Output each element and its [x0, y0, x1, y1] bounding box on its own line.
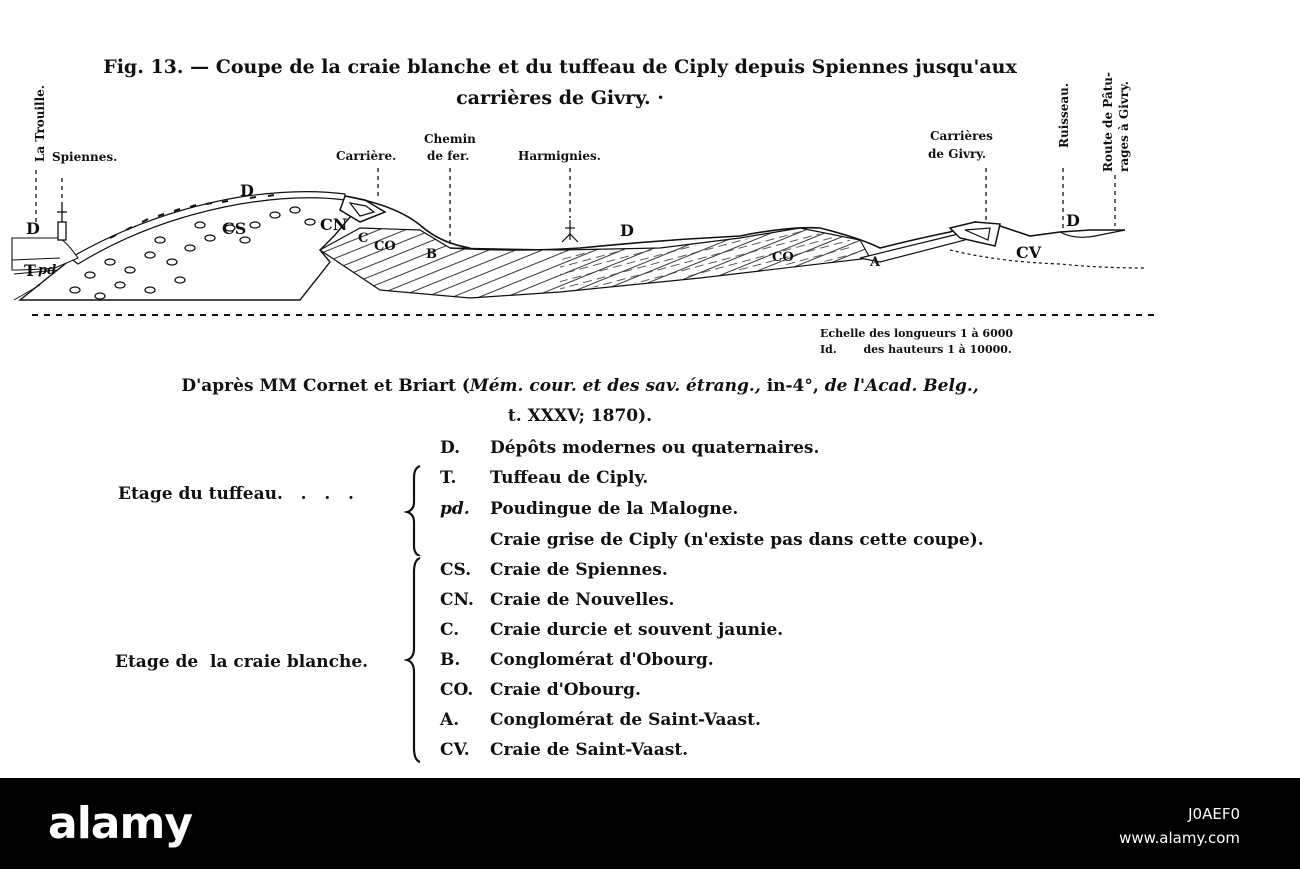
credit-part1: D'après MM Cornet et Briart (	[181, 376, 470, 396]
legend	[0, 432, 1300, 772]
site-url: www.alamy.com	[1119, 829, 1240, 847]
geological-section	[0, 0, 1300, 330]
legend-code: T.	[440, 468, 457, 488]
label-carrieres-givry-2: de Givry.	[928, 147, 987, 161]
brace-tuffeau	[404, 464, 426, 556]
legend-description: Craie durcie et souvent jaunie.	[490, 620, 784, 640]
legend-description: Conglomérat d'Obourg.	[490, 650, 714, 670]
legend-code: CO.	[440, 680, 474, 700]
stock-info	[1119, 802, 1240, 850]
credit-line2: t. XXXV; 1870).	[507, 406, 653, 426]
label-chemin-1: Chemin	[424, 132, 476, 146]
label-carrieres-givry-1: Carrières	[930, 129, 993, 143]
mark-d-left: D	[26, 219, 40, 238]
label-spiennes: Spiennes.	[52, 150, 118, 164]
credit-line1	[60, 371, 1100, 401]
legend-description: Craie d'Obourg.	[490, 680, 641, 700]
legend-code: CV.	[440, 740, 470, 760]
legend-description: Craie de Saint-Vaast.	[490, 740, 689, 760]
legend-code: B.	[440, 650, 461, 670]
credit-part3: in-4°,	[766, 376, 825, 396]
label-route-1: Route de Pâtu-	[1101, 72, 1115, 172]
mark-cn: CN	[320, 215, 348, 234]
legend-description: Craie de Spiennes.	[490, 560, 668, 580]
legend-code: A.	[440, 710, 460, 730]
image-id: J0AEF0	[1188, 805, 1240, 823]
alamy-logo: alamy	[48, 798, 192, 849]
label-carriere: Carrière.	[336, 149, 397, 163]
legend-description: Craie grise de Ciply (n'existe pas dans cette coupe).	[490, 530, 984, 550]
mark-co-left: CO	[374, 239, 396, 254]
scale-line2: Id. des hauteurs 1 à 10000.	[820, 343, 1012, 356]
figure-title-line2: carrières de Givry. ·	[456, 87, 664, 109]
harmignies-church-icon	[562, 220, 578, 242]
brace-craie	[404, 556, 426, 764]
spiennes-church-icon	[57, 206, 67, 240]
legend-code: D.	[440, 438, 461, 458]
central-strata-2	[560, 230, 860, 290]
mark-d-right: D	[1066, 211, 1080, 230]
credit-part2: Mém. cour. et des sav. étrang.,	[469, 376, 767, 396]
legend-description: Dépôts modernes ou quaternaires.	[490, 438, 820, 458]
cv-boundary	[950, 250, 1145, 268]
label-ruisseau: Ruisseau.	[1057, 82, 1071, 148]
mark-a: A	[870, 255, 881, 270]
mark-b: B	[426, 247, 437, 262]
mark-cv: CV	[1016, 243, 1042, 262]
legend-code: C.	[440, 620, 460, 640]
legend-code: pd.	[440, 499, 470, 519]
label-la-trouille: La Trouille.	[33, 85, 47, 162]
stock-footer	[0, 778, 1300, 869]
legend-description: Conglomérat de Saint-Vaast.	[490, 710, 761, 730]
legend-code: CN.	[440, 590, 474, 610]
credit-part4: de l'Acad. Belg.,	[824, 376, 979, 396]
figure-title-line1: Fig. 13. — Coupe de la craie blanche et du tuffeau de Ciply depuis Spiennes jusqu'aux	[103, 56, 1017, 78]
legend-description: Craie de Nouvelles.	[490, 590, 675, 610]
mark-cs: CS	[222, 219, 247, 238]
mark-d-mid: D	[620, 221, 634, 240]
mark-d-top: D	[240, 181, 254, 200]
mark-c: C	[358, 231, 369, 246]
label-chemin-2: de fer.	[427, 149, 470, 163]
etage-tuffeau: Etage du tuffeau. . . .	[118, 484, 354, 504]
scale-line1: Echelle des longueurs 1 à 6000	[820, 327, 1014, 340]
mark-t: T	[24, 261, 36, 280]
etage-craie: Etage de la craie blanche.	[115, 652, 369, 672]
label-route-2: rages à Givry.	[1117, 81, 1131, 172]
mark-co-mid: CO	[772, 250, 794, 265]
source-credit	[60, 371, 1100, 431]
scale-note	[820, 326, 1013, 358]
legend-description: Tuffeau de Ciply.	[490, 468, 649, 488]
label-harmignies: Harmignies.	[518, 149, 601, 163]
mark-pd: pd	[38, 263, 57, 278]
legend-description: Poudingue de la Malogne.	[490, 499, 739, 519]
legend-code: CS.	[440, 560, 472, 580]
